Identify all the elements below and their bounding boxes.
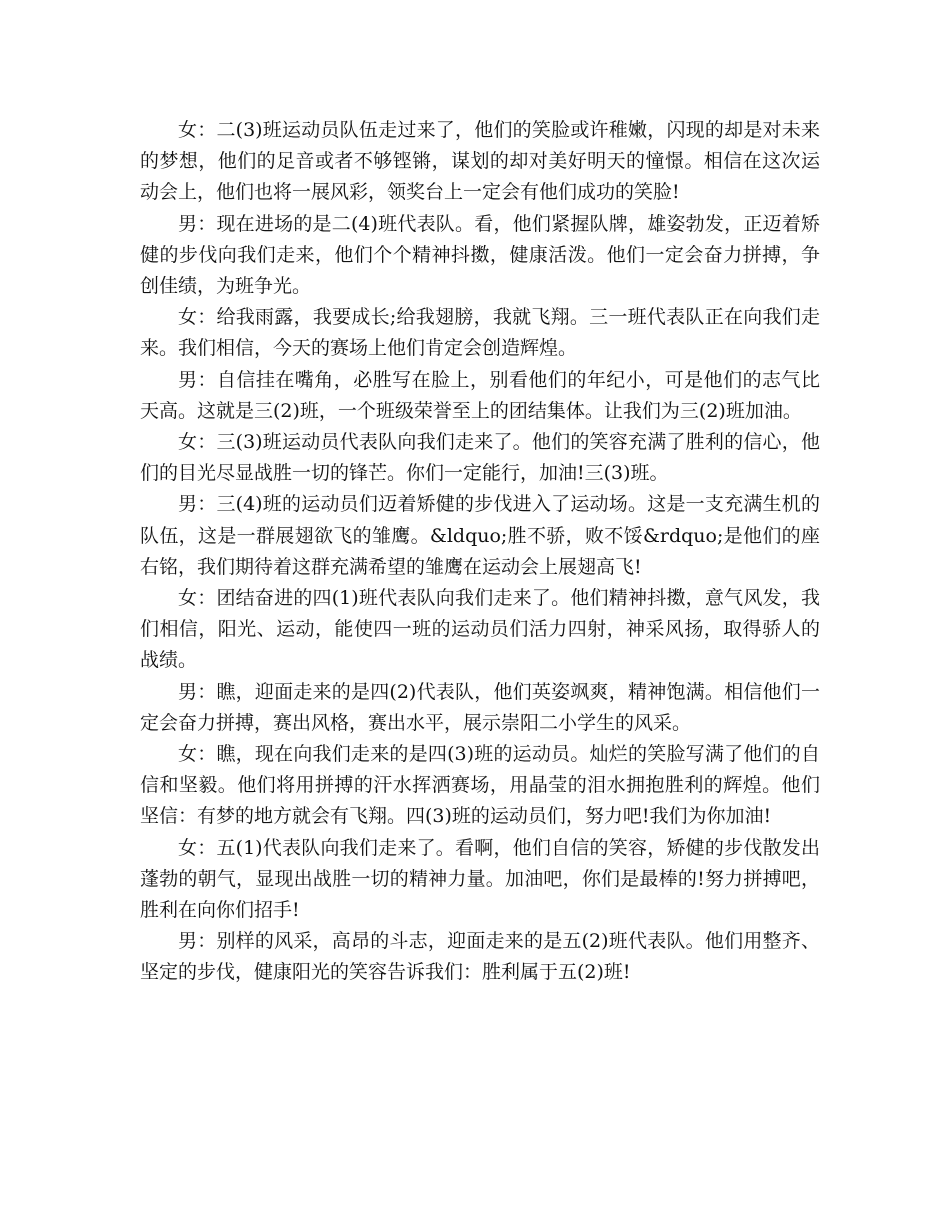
paragraph-11: 男：别样的风采，高昂的斗志，迎面走来的是五(2)班代表队。他们用整齐、坚定的步伐，健康阳光的笑容告诉我们：胜利属于五(2)班! xyxy=(140,930,820,984)
paragraph-1: 女：二(3)班运动员队伍走过来了，他们的笑脸或许稚嫩，闪现的却是对未来的梦想，他们的足音或者不够铿锵，谋划的却对美好明天的憧憬。相信在这次运动会上，他们也将一展风彩，领奖台上一定会有他们成功的笑脸! xyxy=(140,119,820,204)
paragraph-6: 男：三(4)班的运动员们迈着矫健的步伐进入了运动场。这是一支充满生机的队伍，这是一群展翅欲飞的雏鹰。&ldquo;胜不骄，败不馁&rdquo;是他们的座右铭，我们期待着这群充满希望的雏鹰在运动会上展翅高飞! xyxy=(140,493,820,578)
paragraph-3: 女：给我雨露，我要成长;给我翅膀，我就飞翔。三一班代表队正在向我们走来。我们相信，今天的赛场上他们肯定会创造辉煌。 xyxy=(140,306,820,360)
paragraph-5: 女：三(3)班运动员代表队向我们走来了。他们的笑容充满了胜利的信心，他们的目光尽显战胜一切的锋芒。你们一定能行，加油!三(3)班。 xyxy=(140,431,820,485)
paragraph-8: 男：瞧，迎面走来的是四(2)代表队，他们英姿飒爽，精神饱满。相信他们一定会奋力拼搏，赛出风格，赛出水平，展示崇阳二小学生的风采。 xyxy=(140,680,820,734)
paragraph-7: 女：团结奋进的四(1)班代表队向我们走来了。他们精神抖擞，意气风发，我们相信，阳光、运动，能使四一班的运动员们活力四射，神采风扬，取得骄人的战绩。 xyxy=(140,587,820,672)
paragraph-2: 男：现在进场的是二(4)班代表队。看，他们紧握队牌，雄姿勃发，正迈着矫健的步伐向我们走来，他们个个精神抖擞，健康活泼。他们一定会奋力拼搏，争创佳绩，为班争光。 xyxy=(140,212,820,298)
paragraph-4: 男：自信挂在嘴角，必胜写在脸上，别看他们的年纪小，可是他们的志气比天高。这就是三(2)班，一个班级荣誉至上的团结集体。让我们为三(2)班加油。 xyxy=(140,368,820,422)
document-body xyxy=(140,115,820,989)
paragraph-9: 女：瞧，现在向我们走来的是四(3)班的运动员。灿烂的笑脸写满了他们的自信和坚毅。他们将用拼搏的汗水挥洒赛场，用晶莹的泪水拥抱胜利的辉煌。他们坚信：有梦的地方就会有飞翔。四(3)班的运动员们，努力吧!我们为你加油! xyxy=(140,743,820,828)
paragraph-10: 女：五(1)代表队向我们走来了。看啊，他们自信的笑容，矫健的步伐散发出蓬勃的朝气，显现出战胜一切的精神力量。加油吧，你们是最棒的!努力拼搏吧，胜利在向你们招手! xyxy=(140,836,820,922)
